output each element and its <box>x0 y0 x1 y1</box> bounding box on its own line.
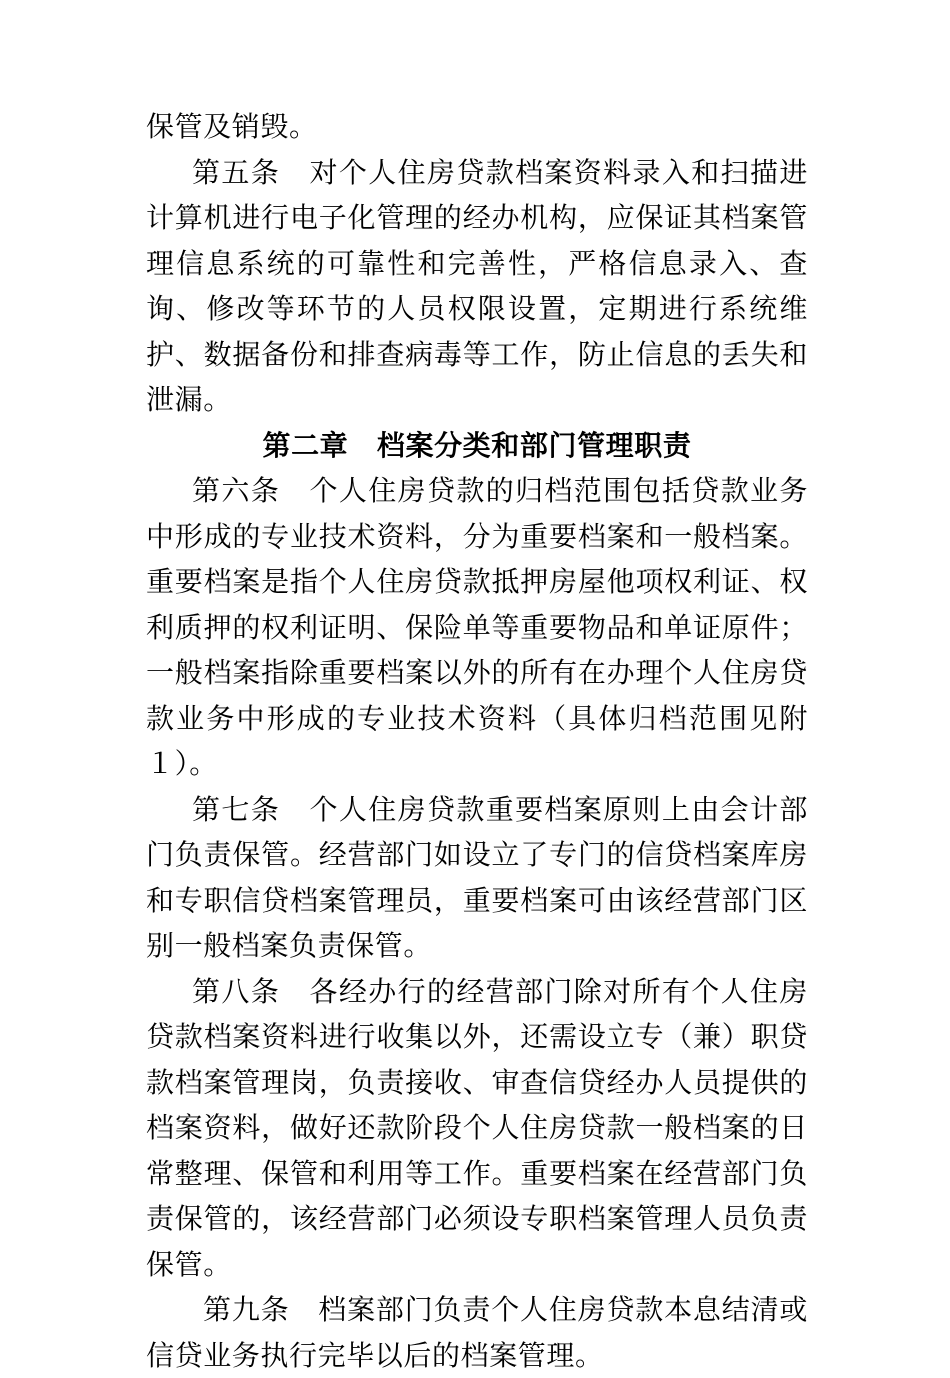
article-6: 第六条 个人住房贷款的归档范围包括贷款业务中形成的专业技术资料，分为重要档案和一般档案。重要档案是指个人住房贷款抵押房屋他项权利证、权利质押的权利证明、保险单等重要物品和单证原件；一般档案指除重要档案以外的所有在办理个人住房贷款业务中形成的专业技术资料（具体归档范围见附１）。 <box>146 474 808 780</box>
article-5: 第五条 对个人住房贷款档案资料录入和扫描进计算机进行电子化管理的经办机构，应保证其档案管理信息系统的可靠性和完善性，严格信息录入、查询、修改等环节的人员权限设置，定期进行系统维护、数据备份和排查病毒等工作，防止信息的丢失和泄漏。 <box>146 155 808 416</box>
article-9: 第九条 档案部门负责个人住房贷款本息结清或信贷业务执行完毕以后的档案管理。 <box>146 1293 808 1372</box>
document-page <box>146 104 808 1378</box>
article-8: 第八条 各经办行的经营部门除对所有个人住房贷款档案资料进行收集以外，还需设立专（兼）职贷款档案管理岗，负责接收、审查信贷经办人员提供的档案资料，做好还款阶段个人住房贷款一般档案的日常整理、保管和利用等工作。重要档案在经营部门负责保管的，该经营部门必须设专职档案管理人员负责保管。 <box>146 974 808 1281</box>
chapter-heading: 第二章 档案分类和部门管理职责 <box>262 428 692 462</box>
paragraph-continuation: 保管及销毁。 <box>146 110 318 143</box>
article-7: 第七条 个人住房贷款重要档案原则上由会计部门负责保管。经营部门如设立了专门的信贷档案库房和专职信贷档案管理员，重要档案可由该经营部门区别一般档案负责保管。 <box>146 792 808 962</box>
